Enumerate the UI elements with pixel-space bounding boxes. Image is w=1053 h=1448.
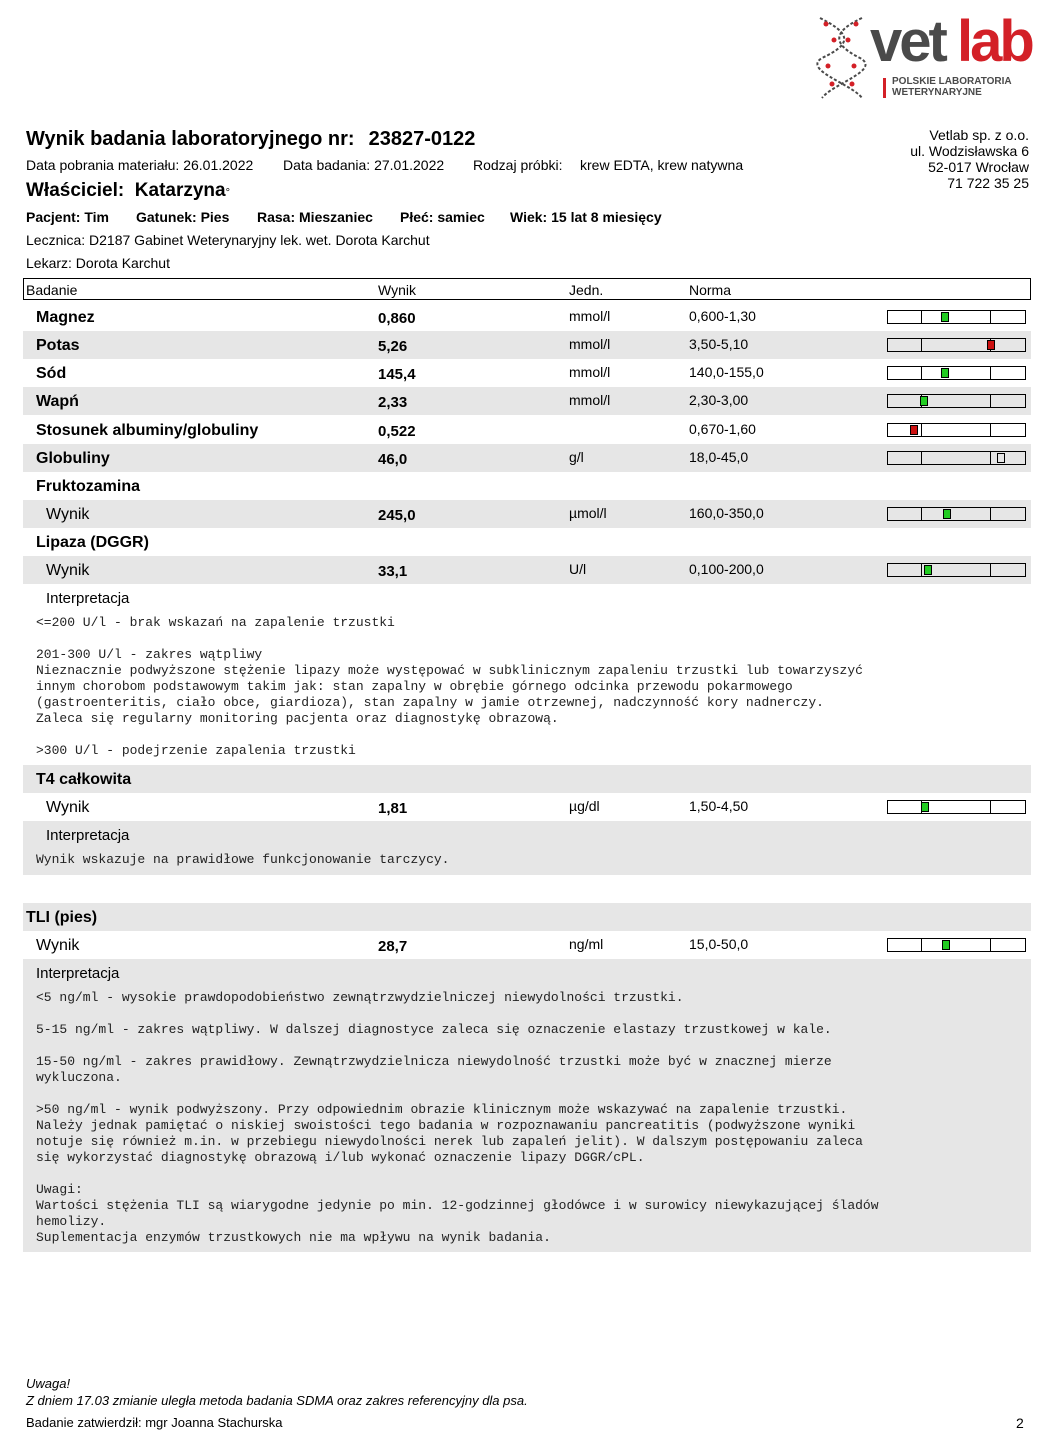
test-name: Globuliny [36, 450, 110, 467]
result-row-t4 [23, 793, 1031, 821]
sample-type-label: Rodzaj próbki: [473, 157, 563, 173]
test-subname: Wynik [46, 506, 90, 523]
test-name: Lipaza (DGGR) [36, 534, 149, 551]
section-fruktozamina [23, 472, 1031, 500]
test-norm: 1,50-4,50 [689, 798, 749, 814]
result-row-albumin-globulin-ratio [23, 416, 1031, 444]
test-subname: Wynik [46, 562, 90, 579]
report-title [26, 128, 475, 151]
test-result: 46,0 [378, 451, 408, 468]
lab-city: 52-017 Wrocław [928, 159, 1029, 175]
range-bar [887, 394, 1026, 408]
report-number: 23827-0122 [368, 128, 476, 150]
doctor-line: Lekarz: Dorota Karchut [26, 255, 170, 271]
page-number: 2 [1016, 1415, 1024, 1431]
range-bar [887, 366, 1026, 380]
test-unit: U/l [569, 561, 587, 577]
test-result: 33,1 [378, 563, 408, 580]
test-norm: 15,0-50,0 [689, 936, 749, 952]
logo-subtitle [892, 76, 1012, 98]
result-row-lipaza [23, 556, 1031, 584]
test-result: 2,33 [378, 394, 408, 411]
range-bar [887, 338, 1026, 352]
test-norm: 3,50-5,10 [689, 336, 749, 352]
result-row-magnez [23, 303, 1031, 331]
test-unit: mmol/l [569, 392, 611, 408]
result-row-globuliny [23, 444, 1031, 472]
lipaza-interpretation-label: Interpretacja [46, 590, 130, 607]
logo-vet-text: vet [870, 9, 945, 74]
range-bar [887, 451, 1026, 465]
lab-name: Vetlab sp. z o.o. [929, 127, 1029, 143]
range-marker [942, 940, 950, 950]
range-bar [887, 563, 1026, 577]
test-unit: µg/dl [569, 798, 600, 814]
test-norm: 0,670-1,60 [689, 421, 756, 437]
report-title-label: Wynik badania laboratoryjnego nr: [26, 128, 355, 150]
section-tli [23, 903, 1031, 931]
section-t4 [23, 765, 1031, 793]
test-subname: Wynik [36, 937, 80, 954]
range-marker [920, 396, 928, 406]
test-name: Sód [36, 365, 67, 382]
footer-note-title: Uwaga! [26, 1376, 71, 1391]
test-name: TLI (pies) [26, 909, 98, 926]
range-bar [887, 800, 1026, 814]
owner-mark-icon: ° [225, 187, 231, 199]
patient-species: Gatunek: Pies [136, 209, 230, 225]
results-table-header [23, 278, 1031, 300]
test-unit: µmol/l [569, 505, 607, 521]
logo-lab-text: lab [957, 9, 1032, 74]
logo-accent-bar [883, 78, 886, 98]
test-name: Magnez [36, 309, 95, 326]
test-unit: mmol/l [569, 336, 611, 352]
col-header-test: Badanie [26, 282, 78, 298]
test-result: 245,0 [378, 507, 416, 524]
test-norm: 2,30-3,00 [689, 392, 749, 408]
test-result: 1,81 [378, 800, 408, 817]
test-unit: ng/ml [569, 936, 604, 952]
range-bar [887, 507, 1026, 521]
section-lipaza [23, 528, 1031, 556]
range-marker [921, 802, 929, 812]
t4-interpretation-label: Interpretacja [46, 827, 130, 844]
tli-interpretation-text: <5 ng/ml - wysokie prawdopodobieństwo zewnątrzwydzielniczej niewydolności trzustki. 5-15 ng/ml - zakres wątpliwy. W dalszej diagnostyce zaleca się oznaczenie elastazy trzustkowej w kale. 15-50 ng/ml - zakres prawidłowy. Zewnątrzwydzielnicza niewydolność trzustki może być w znacznej mierze wykluczona. >50 ng/ml - wynik podwyższony. Przy odpowiednim obrazie klinicznym może wskazywać na zapalenie trzustki. Należy jednak pamiętać o niskiej swoistości tego badania w rozpoznawaniu pancreatitis (podwyższone wyniki notuje się również m.in. w przebiegu niewydolności nerek lub zapaleń jelit). W dalszym postępowaniu zaleca się wykorzystać diagnostykę obrazową i/lub wykonać oznaczenie lipazy DGGR/cPL. Uwagi: Wartości stężenia TLI są wiarygodne jedynie po min. 12-godzinnej głodówce i w surowicy niewykazującej śladów hemolizy. Suplementacja enzymów trzustkowych nie ma wpływu na wynik badania. [36, 990, 879, 1245]
patient-sex: Płeć: samiec [400, 209, 485, 225]
test-name: Fruktozamina [36, 478, 141, 495]
range-marker [941, 312, 949, 322]
result-row-potas [23, 331, 1031, 359]
test-name: Potas [36, 337, 80, 354]
test-name: T4 całkowita [36, 771, 132, 788]
col-header-unit: Jedn. [569, 282, 604, 298]
range-bar [887, 423, 1026, 437]
collection-date: Data pobrania materiału: 26.01.2022 [26, 157, 254, 173]
test-norm: 140,0-155,0 [689, 364, 764, 380]
test-name: Wapń [36, 393, 79, 410]
range-marker [924, 565, 932, 575]
test-norm: 0,600-1,30 [689, 308, 756, 324]
range-marker [943, 509, 951, 519]
range-bar [887, 938, 1026, 952]
lab-phone: 71 722 35 25 [947, 175, 1029, 191]
test-unit: g/l [569, 449, 584, 465]
test-subname: Wynik [46, 799, 90, 816]
sample-type: krew EDTA, krew natywna [580, 157, 744, 173]
result-row-sod [23, 359, 1031, 387]
test-date: Data badania: 27.01.2022 [283, 157, 445, 173]
dna-helix-icon [812, 14, 872, 102]
range-marker [987, 340, 995, 350]
owner-label: Właściciel: [26, 180, 125, 201]
range-marker [941, 368, 949, 378]
owner-name: Katarzyna [134, 180, 226, 201]
range-marker [997, 453, 1005, 463]
test-norm: 18,0-45,0 [689, 449, 749, 465]
test-result: 145,4 [378, 366, 416, 383]
t4-interpretation-text: Wynik wskazuje na prawidłowe funkcjonowanie tarczycy. [36, 852, 450, 867]
approved-by: Badanie zatwierdził: mgr Joanna Stachurska [26, 1415, 283, 1430]
range-bar [887, 310, 1026, 324]
test-norm: 0,100-200,0 [689, 561, 764, 577]
clinic-line: Lecznica: D2187 Gabinet Weterynaryjny lek. wet. Dorota Karchut [26, 232, 430, 248]
vetlab-logo [812, 9, 1037, 104]
result-row-fruktozamina [23, 500, 1031, 528]
lipaza-interpretation-text: <=200 U/l - brak wskazań na zapalenie trzustki 201-300 U/l - zakres wątpliwy Nieznacznie podwyższone stężenie lipazy może występować w subklinicznym zapaleniu trzustki lub towarzyszyć innym chorobom podstawowym takim jak: stan zapalny w obrębie górnego odcinka przewodu pokarmowego (gastroenteritis, ciało obce, giardioza), stan zapalny w jamie otrzewnej, nadczynność kory nadnerczy. Zaleca się regularny monitoring pacjenta oraz diagnostykę obrazową. >300 U/l - podejrzenie zapalenia trzustki [36, 615, 863, 758]
patient-breed: Rasa: Mieszaniec [257, 209, 373, 225]
range-marker [910, 425, 918, 435]
result-row-wapn [23, 387, 1031, 415]
test-result: 28,7 [378, 938, 408, 955]
test-result: 5,26 [378, 338, 408, 355]
patient-name: Pacjent: Tim [26, 209, 109, 225]
test-norm: 160,0-350,0 [689, 505, 764, 521]
col-header-norm: Norma [689, 282, 732, 298]
test-result: 0,522 [378, 423, 416, 440]
footer-note-text: Z dniem 17.03 zmianie uległa metoda badania SDMA oraz zakres referencyjny dla psa. [26, 1393, 528, 1408]
logo-subtitle-line1: POLSKIE LABORATORIA [892, 76, 1012, 87]
test-result: 0,860 [378, 310, 416, 327]
col-header-result: Wynik [378, 282, 416, 298]
result-row-tli [23, 931, 1031, 959]
owner-line [26, 180, 230, 202]
test-unit: mmol/l [569, 364, 611, 380]
lab-street: ul. Wodzisławska 6 [910, 143, 1029, 159]
test-name: Stosunek albuminy/globuliny [36, 422, 259, 439]
logo-subtitle-line2: WETERYNARYJNE [892, 87, 982, 98]
patient-age: Wiek: 15 lat 8 miesięcy [510, 209, 662, 225]
tli-interpretation-label: Interpretacja [36, 965, 120, 982]
test-unit: mmol/l [569, 308, 611, 324]
lab-address [910, 127, 1029, 191]
